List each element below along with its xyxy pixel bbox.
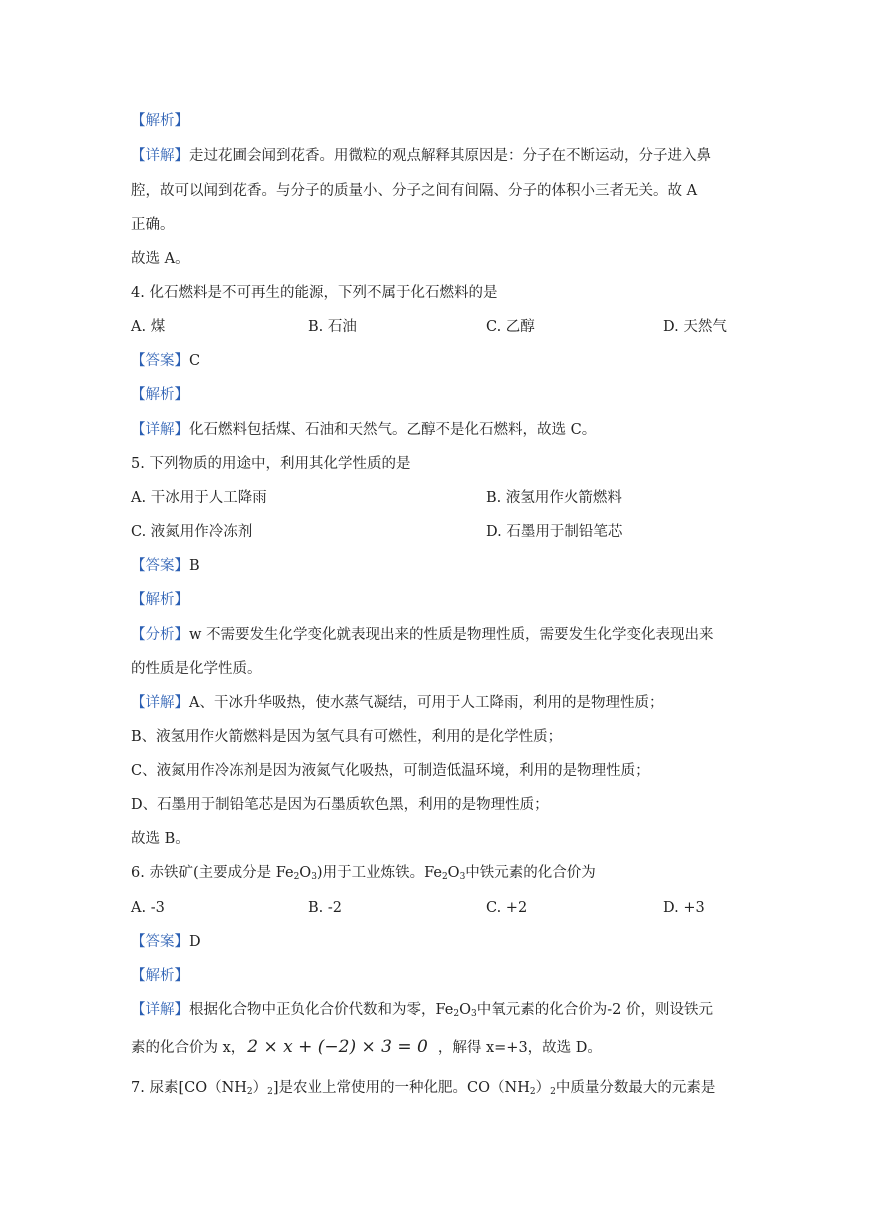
question-5-detail-line: B、液氢用作火箭燃料是因为氢气具有可燃性，利用的是化学性质； [131,729,563,745]
question-6-detail-cont: 素的化合价为 x， 2 × x + (−2) × 3 = 0 ，解得 x=+3，故选 D。 [131,1037,602,1057]
question-5-option-b: B. 液氢用作火箭燃料 [486,490,622,506]
question-7-stem: 7. 尿素$[CO(NH_2)_2]$是农业上常使用的一种化肥。$CO(NH_2)_2$中质量分数最大的元素是 [131,1080,716,1097]
question-4-option-b: B. 石油 [308,319,357,335]
analysis-heading: 【解析】 [131,113,189,129]
question-6-option-c: C. +2 [486,900,528,916]
question-4-option-a: A. 煤 [131,319,166,335]
detail-paragraph-line: 腔，故可以闻到花香。与分子的质量小、分子之间有间隔、分子的体积小三者无关。故 A [131,183,698,199]
question-5-fenxi: 【分析】w 不需要发生化学变化就表现出来的性质是物理性质，需要发生化学变化表现出来 [131,627,714,643]
question-4-detail: 【详解】化石燃料包括煤、石油和天然气。乙醇不是化石燃料，故选 C。 [131,422,597,438]
question-6-detail: 【详解】根据化合物中正负化合价代数和为零，$Fe_2O_3$中氧元素的化合价为-2 价，则设铁元 [131,1002,713,1019]
question-5-detail-line: C、液氮用作冷冻剂是因为液氮气化吸热，可制造低温环境，利用的是物理性质； [131,763,650,779]
detail-paragraph-line: 【详解】走过花圃会闻到花香。用微粒的观点解释其原因是：分子在不断运动，分子进入鼻 [131,148,711,164]
question-6-option-a: A. -3 [131,900,165,916]
question-5-option-c: C. 液氮用作冷冻剂 [131,524,253,540]
question-4-answer: 【答案】C [131,353,201,369]
question-6-analysis-heading: 【解析】 [131,968,189,984]
question-6-option-b: B. -2 [308,900,342,916]
question-5-fenxi-cont: 的性质是化学性质。 [131,661,262,677]
question-4-stem: 4. 化石燃料是不可再生的能源，下列不属于化石燃料的是 [131,285,498,301]
question-5-conclusion: 故选 B。 [131,831,190,847]
question-5-detail: 【详解】A、干冰升华吸热，使水蒸气凝结，可用于人工降雨，利用的是物理性质； [131,695,664,711]
question-6-answer: 【答案】D [131,934,201,950]
question-5-option-d: D. 石墨用于制铅笔芯 [486,524,623,540]
question-5-option-a: A. 干冰用于人工降雨 [131,490,267,506]
question-4-option-d: D. 天然气 [663,319,727,335]
conclusion-line: 故选 A。 [131,251,190,267]
question-6-option-d: D. +3 [663,900,705,916]
question-5-stem: 5. 下列物质的用途中，利用其化学性质的是 [131,456,411,472]
question-5-detail-line: D、石墨用于制铅笔芯是因为石墨质软色黑，利用的是物理性质； [131,797,549,813]
question-6-stem: 6. 赤铁矿(主要成分是 $Fe_2O_3$)用于工业炼铁。$Fe_2O_3$中铁元素的化合价为 [131,865,596,882]
detail-paragraph-line: 正确。 [131,217,175,233]
equation: 2 × x + (−2) × 3 = 0 [247,1037,428,1057]
question-4-option-c: C. 乙醇 [486,319,535,335]
question-5-analysis-heading: 【解析】 [131,592,189,608]
question-5-answer: 【答案】B [131,558,200,574]
question-4-analysis-heading: 【解析】 [131,387,189,403]
